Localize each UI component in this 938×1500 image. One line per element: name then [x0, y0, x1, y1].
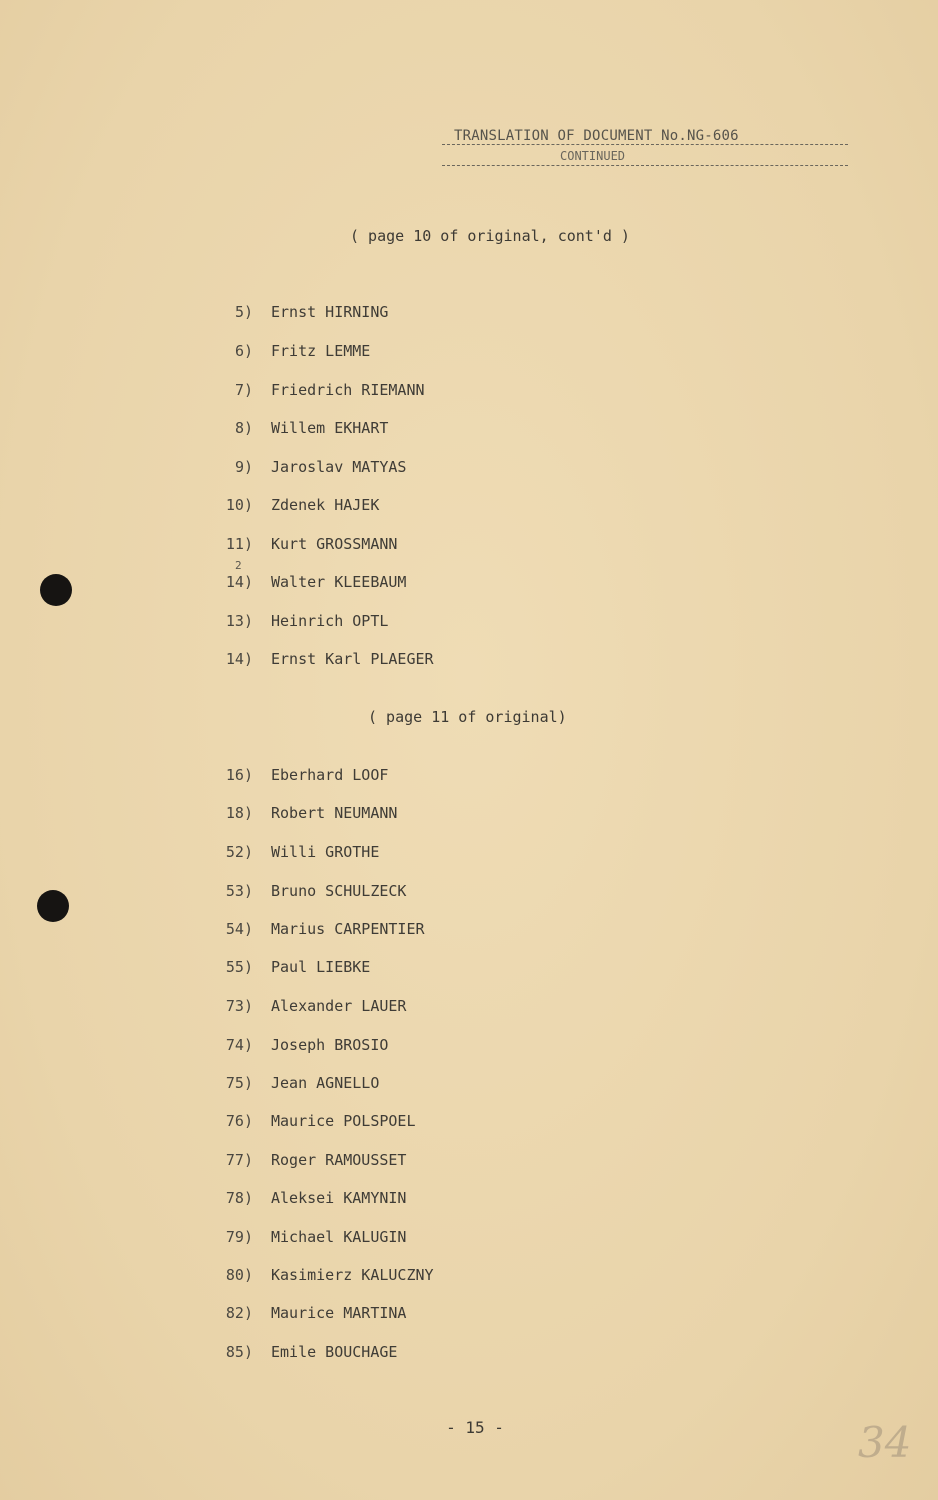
entry-name: Marius CARPENTIER	[271, 920, 425, 938]
punch-hole	[40, 574, 72, 606]
entry-number: 80)	[225, 1266, 253, 1284]
entry-number: 7)	[234, 381, 253, 399]
entry-name: Bruno SCHULZECK	[271, 882, 407, 900]
entry-name: Friedrich RIEMANN	[271, 381, 425, 399]
entry-name: Joseph BROSIO	[271, 1036, 389, 1054]
entry-name: Kasimierz KALUCZNY	[271, 1266, 434, 1284]
entry-name: Paul LIEBKE	[271, 958, 371, 976]
entry-name: Alexander LAUER	[271, 997, 407, 1015]
entry-number: 52)	[225, 843, 253, 861]
entry-number: 85)	[225, 1343, 253, 1361]
entry-name: Ernst HIRNING	[271, 303, 389, 321]
entry-number: 10)	[225, 496, 253, 514]
entry-number: 73)	[225, 997, 253, 1015]
entry-name: Robert NEUMANN	[271, 804, 398, 822]
entry-number: 13)	[225, 612, 253, 630]
entry-name: Emile BOUCHAGE	[271, 1343, 398, 1361]
entry-number: 76)	[225, 1112, 253, 1130]
entry-name: Maurice MARTINA	[271, 1304, 407, 1322]
entry-number: 74)	[225, 1036, 253, 1054]
page-number: - 15 -	[446, 1418, 504, 1437]
entry-number: 9)	[234, 458, 253, 476]
entry-number: 8)	[234, 419, 253, 437]
entry-number: 5)	[234, 303, 253, 321]
entry-name: Michael KALUGIN	[271, 1228, 407, 1246]
punch-hole	[37, 890, 69, 922]
section-title-page-10: ( page 10 of original, cont'd )	[350, 227, 630, 245]
entry-name: Walter KLEEBAUM	[271, 573, 407, 591]
handwritten-page-number: 34	[858, 1418, 912, 1467]
entry-number: 6)	[234, 342, 253, 360]
entry-name: Zdenek HAJEK	[271, 496, 380, 514]
entry-name: Kurt GROSSMANN	[271, 535, 398, 553]
entry-name: Roger RAMOUSSET	[271, 1151, 407, 1169]
section-title-page-11: ( page 11 of original)	[368, 708, 567, 726]
document-header	[442, 128, 848, 166]
entry-number: 78)	[225, 1189, 253, 1207]
entry-number: 55)	[225, 958, 253, 976]
entry-number: 18)	[225, 804, 253, 822]
entry-number: 16)	[225, 766, 253, 784]
entry-name: Eberhard LOOF	[271, 766, 389, 784]
entry-number: 75)	[225, 1074, 253, 1092]
entry-number: 82)	[225, 1304, 253, 1322]
entry-name: Fritz LEMME	[271, 342, 371, 360]
entry-number: 53)	[225, 882, 253, 900]
entry-number: 54)	[225, 920, 253, 938]
entry-name: Aleksei KAMYNIN	[271, 1189, 407, 1207]
entry-name: Jean AGNELLO	[271, 1074, 380, 1092]
entry-name: Willi GROTHE	[271, 843, 380, 861]
entry-name: Heinrich OPTL	[271, 612, 389, 630]
entry-correction: 2	[235, 559, 242, 572]
entry-name: Maurice POLSPOEL	[271, 1112, 416, 1130]
entry-name: Jaroslav MATYAS	[271, 458, 407, 476]
entry-name: Willem EKHART	[271, 419, 389, 437]
entry-number: 14)	[225, 573, 253, 591]
entry-number: 77)	[225, 1151, 253, 1169]
entry-number: 14)	[225, 650, 253, 668]
entry-number: 79)	[225, 1228, 253, 1246]
entry-name: Ernst Karl PLAEGER	[271, 650, 434, 668]
entry-number: 11)	[225, 535, 253, 553]
header-continued: CONTINUED	[442, 149, 848, 166]
header-title: TRANSLATION OF DOCUMENT No.NG-606	[442, 128, 848, 145]
